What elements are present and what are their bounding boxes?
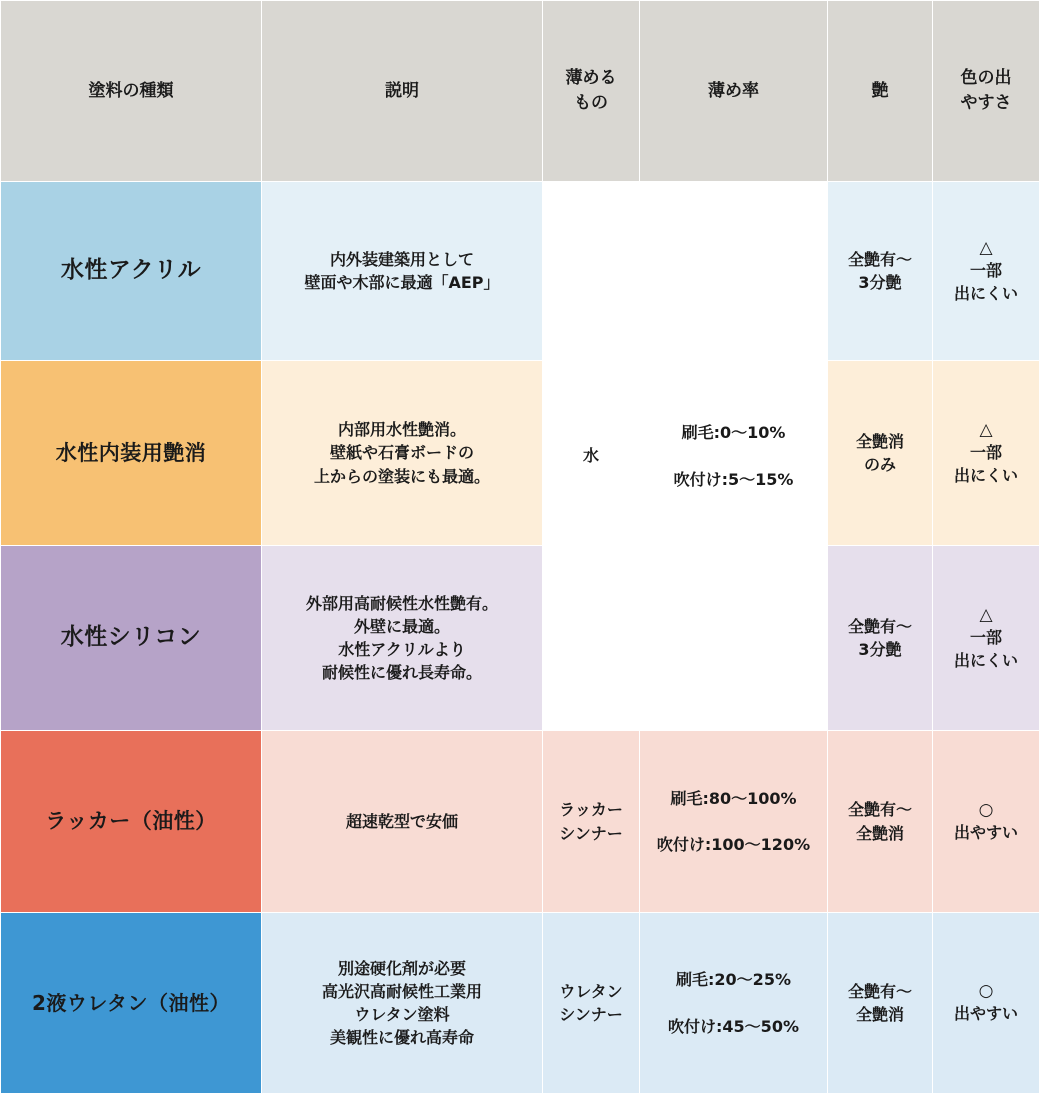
row-desc-lacquer (262, 731, 543, 913)
header-color-line2: やすさ (961, 93, 1012, 113)
color-line: 出にくい (954, 651, 1018, 670)
gloss-line: 3分艶 (858, 273, 901, 292)
ratio-line: 刷毛:80〜100% (670, 789, 796, 808)
triangle-icon: △ (939, 419, 1033, 441)
desc-line: 内部用水性艶消。 (338, 420, 466, 439)
header-dilution-rate: 薄め率 (640, 1, 828, 182)
color-line: 出にくい (954, 284, 1018, 303)
row-type-silicone: 水性シリコン (1, 546, 262, 731)
header-paint-type: 塗料の種類 (1, 1, 262, 182)
desc-line: 外部用高耐候性水性艶有。 (306, 594, 498, 613)
desc-line: 耐候性に優れ長寿命。 (322, 663, 482, 682)
color-ease-urethane (933, 913, 1039, 1094)
gloss-line: 全艶消 (856, 824, 904, 843)
thinner-line: ラッカー (559, 800, 623, 819)
header-thinner-line2: もの (574, 93, 608, 113)
gloss-lacquer (828, 731, 933, 913)
thinner-lacquer (543, 731, 640, 913)
gloss-urethane (828, 913, 933, 1094)
desc-line: 壁紙や石膏ボードの (330, 443, 474, 462)
color-ease-lacquer (933, 731, 1039, 913)
row-type-lacquer: ラッカー（油性） (1, 731, 262, 913)
row-type-acryl: 水性アクリル (1, 182, 262, 361)
desc-line: 外壁に最適。 (354, 617, 450, 636)
gloss-acryl (828, 182, 933, 361)
color-line: 出やすい (954, 823, 1018, 842)
gloss-line: 3分艶 (858, 640, 901, 659)
row-type-urethane: 2液ウレタン（油性） (1, 913, 262, 1094)
gloss-matte (828, 361, 933, 546)
color-line: 一部 (970, 261, 1002, 280)
color-line: 一部 (970, 628, 1002, 647)
thinner-urethane (543, 913, 640, 1094)
header-color-line1: 色の出 (961, 68, 1012, 88)
table-header-row (1, 1, 1039, 182)
table-row (1, 361, 1039, 546)
triangle-icon: △ (939, 237, 1033, 259)
table-row (1, 913, 1039, 1094)
desc-line: 超速乾型で安価 (346, 812, 458, 831)
row-type-matte: 水性内装用艶消 (1, 361, 262, 546)
ratio-water (640, 182, 828, 731)
gloss-silicone (828, 546, 933, 731)
ratio-line: 刷毛:0〜10% (682, 423, 786, 442)
header-thinner-line1: 薄める (566, 68, 617, 88)
header-description: 説明 (262, 1, 543, 182)
gloss-line: 全艶有〜 (848, 250, 912, 269)
gloss-line: 全艶有〜 (848, 617, 912, 636)
header-thinner (543, 1, 640, 182)
table-row (1, 731, 1039, 913)
thinner-line: ウレタン (559, 982, 622, 1001)
desc-line: 美観性に優れ高寿命 (330, 1028, 474, 1047)
thinner-water: 水 (543, 182, 640, 731)
gloss-line: 全艶有〜 (848, 800, 912, 819)
gloss-line: のみ (864, 455, 896, 474)
table-row (1, 182, 1039, 361)
gloss-line: 全艶有〜 (848, 982, 912, 1001)
row-desc-acryl (262, 182, 543, 361)
color-line: 出にくい (954, 466, 1018, 485)
table-row (1, 546, 1039, 731)
color-line: 出やすい (954, 1004, 1018, 1023)
ratio-line: 刷毛:20〜25% (676, 970, 791, 989)
thinner-line: シンナー (559, 1005, 623, 1024)
ratio-lacquer (640, 731, 828, 913)
thinner-line: シンナー (559, 824, 623, 843)
circle-icon: ○ (939, 799, 1033, 821)
ratio-line: 吹付け:45〜50% (668, 1017, 799, 1036)
circle-icon: ○ (939, 980, 1033, 1002)
desc-line: 上からの塗装にも最適。 (314, 467, 490, 486)
color-ease-acryl (933, 182, 1039, 361)
desc-line: ウレタン塗料 (354, 1005, 449, 1024)
desc-line: 高光沢高耐候性工業用 (322, 982, 482, 1001)
gloss-line: 全艶消 (856, 1005, 904, 1024)
header-color-ease (933, 1, 1039, 182)
desc-line: 別途硬化剤が必要 (338, 959, 466, 978)
row-desc-silicone (262, 546, 543, 731)
color-line: 一部 (970, 443, 1002, 462)
gloss-line: 全艶消 (856, 432, 904, 451)
desc-line: 壁面や木部に最適「AEP」 (304, 273, 499, 292)
color-ease-matte (933, 361, 1039, 546)
desc-line: 内外装建築用として (330, 250, 474, 269)
ratio-line: 吹付け:5〜15% (674, 470, 794, 489)
color-ease-silicone (933, 546, 1039, 731)
row-desc-urethane (262, 913, 543, 1094)
header-gloss: 艶 (828, 1, 933, 182)
ratio-urethane (640, 913, 828, 1094)
triangle-icon: △ (939, 604, 1033, 626)
desc-line: 水性アクリルより (338, 640, 466, 659)
row-desc-matte (262, 361, 543, 546)
ratio-line: 吹付け:100〜120% (657, 835, 810, 854)
